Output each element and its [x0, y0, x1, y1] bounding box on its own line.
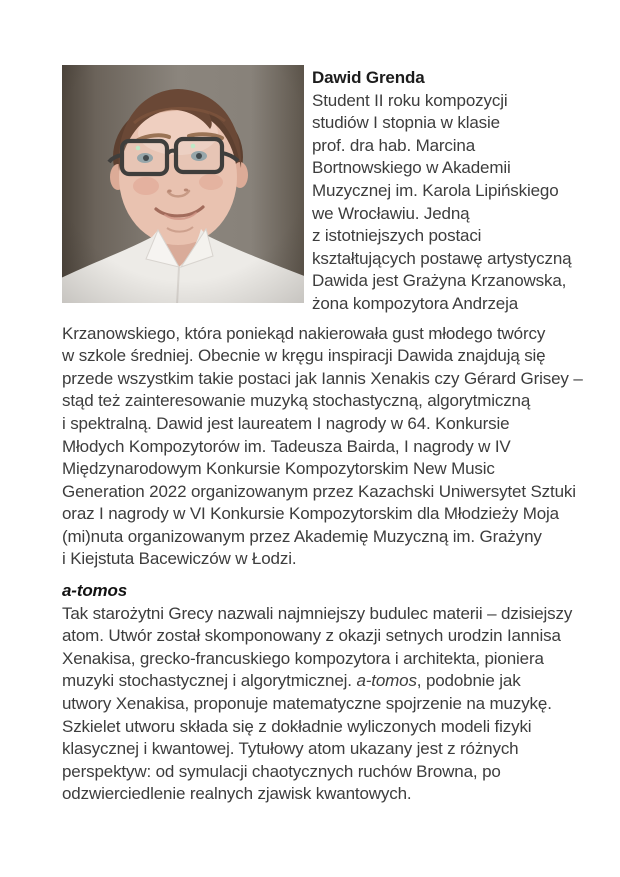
text-line: Młodych Kompozytorów im. Tadeusza Bairda, I nagrody w IV [62, 436, 511, 456]
text-line: klasycznej i kwantowej. Tytułowy atom ukazany jest z różnych [62, 739, 519, 759]
text-line: we Wrocławiu. Jedną [312, 203, 470, 223]
text-line: Krzanowskiego, która poniekąd nakierowała gust młodego twórcy [62, 323, 546, 343]
text-line: prof. dra hab. Marcina [312, 135, 476, 155]
text-line: Bortnowskiego w Akademii [312, 158, 511, 178]
mixed-line-start: muzyki stochastycznej i algorytmicznej. [62, 671, 357, 691]
work-description-lines-after [62, 693, 580, 806]
text-line: w szkole średniej. Obecnie w kręgu inspiracji Dawida znajdują się [62, 346, 546, 366]
work-title-inline: a-tomos [356, 671, 417, 691]
work-description [62, 603, 580, 806]
text-line: Tak starożytni Grecy nazwali najmniejszy budulec materii – dzisiejszy [62, 603, 573, 623]
text-line: kształtujących postawę artystyczną [312, 248, 572, 268]
text-line: perspektyw: od symulacji chaotycznych ruchów Browna, po [62, 761, 501, 781]
text-line: oraz I nagrody w VI Konkursie Kompozytorskim dla Młodzieży Moja [62, 504, 559, 524]
text-line: z istotniejszych postaci [312, 226, 482, 246]
portrait-photo-svg [62, 65, 304, 303]
text-line: Muzycznej im. Karola Lipińskiego [312, 180, 559, 200]
text-line: atom. Utwór został skomponowany z okazji setnych urodzin Iannisa [62, 626, 561, 646]
bio-column [312, 65, 571, 316]
text-line: przede wszystkim takie postaci jak Iannis Xenakis czy Gérard Grisey – [62, 368, 583, 388]
text-line: i spektralną. Dawid jest laureatem I nagrody w 64. Konkursie [62, 413, 510, 433]
work-description-line-mixed [62, 670, 580, 693]
work-description-lines-before [62, 603, 580, 671]
text-line: Student II roku kompozycji [312, 90, 508, 110]
work-title: a-tomos [62, 581, 128, 601]
text-line: stąd też zainteresowanie muzyką stochastyczną, algorytmiczną [62, 391, 531, 411]
mixed-line-end: , podobnie jak [416, 671, 521, 691]
person-name: Dawid Grenda [312, 68, 425, 87]
profile-section [62, 65, 580, 316]
text-line: utwory Xenakisa, proponuje matematyczne spojrzenie na muzykę. [62, 694, 552, 714]
text-line: i Kiejstuta Bacewiczów w Łodzi. [62, 549, 297, 569]
portrait-photo [62, 65, 304, 303]
text-line: Generation 2022 organizowanym przez Kazachski Uniwersytet Sztuki [62, 481, 576, 501]
bio-text-continued [62, 323, 583, 572]
text-line: odzwierciedlenie realnych zjawisk kwantowych. [62, 784, 412, 804]
text-line: studiów I stopnia w klasie [312, 113, 500, 133]
text-line: (mi)nuta organizowanym przez Akademię Muzyczną im. Grażyny [62, 526, 542, 546]
text-line: Szkielet utworu składa się z dokładnie wyliczonych modeli fizyki [62, 716, 532, 736]
text-line: żona kompozytora Andrzeja [312, 293, 519, 313]
bio-text-beside-photo [312, 90, 571, 316]
text-line: Xenakisa, grecko-francuskiego kompozytora i architekta, pioniera [62, 648, 544, 668]
photo-vignette [62, 65, 304, 303]
text-line: Międzynarodowym Konkursie Kompozytorskim New Music [62, 459, 495, 479]
text-line: Dawida jest Grażyna Krzanowska, [312, 271, 567, 291]
